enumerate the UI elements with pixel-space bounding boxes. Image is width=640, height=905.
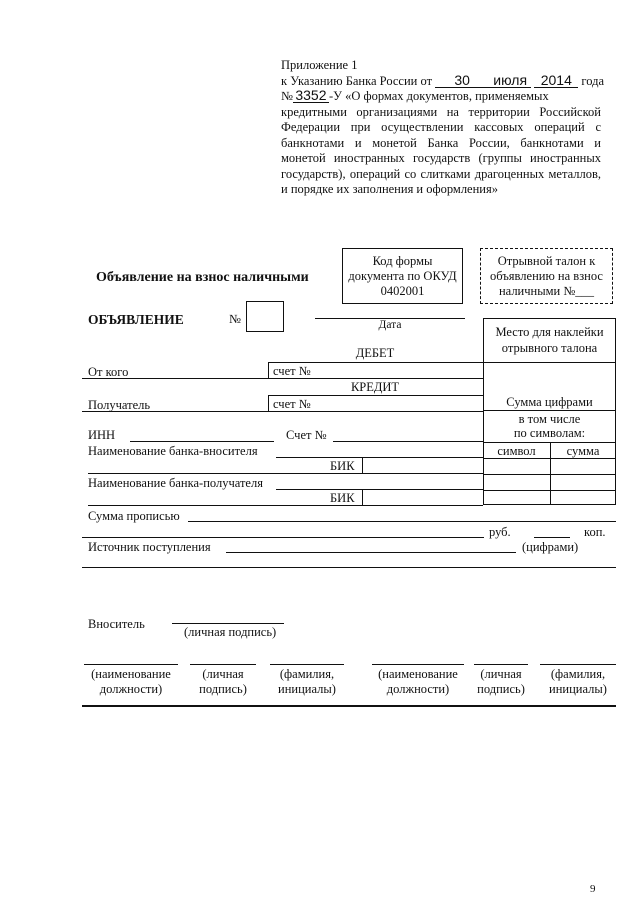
inn-label: ИНН xyxy=(88,428,116,442)
form-title: Объявление на взнос наличными xyxy=(96,270,309,285)
payer-bank-row-line xyxy=(88,473,483,474)
sig-line-6[interactable] xyxy=(540,664,616,665)
kop-label: коп. xyxy=(584,525,606,539)
form-bottom-rule xyxy=(82,705,616,707)
sig-caption-name-1: (фамилия, инициалы) xyxy=(278,667,336,696)
section-divider xyxy=(82,567,616,568)
detachable-stub-box: Отрывной талон к объявлению на взнос наличными №___ xyxy=(480,248,613,304)
sig-line-3[interactable] xyxy=(270,664,344,665)
sig-line-2[interactable] xyxy=(190,664,256,665)
debit-left-border xyxy=(268,362,269,378)
from-label: От кого xyxy=(88,365,129,379)
appendix-doc-number: 3352 xyxy=(293,89,329,103)
including-by-symbols-label: в том числе по символам: xyxy=(513,412,586,440)
source-label: Источник поступления xyxy=(88,540,211,554)
payer-bik-label: БИК xyxy=(330,459,355,473)
inn-account-field[interactable] xyxy=(333,441,483,442)
symbols-col-divider xyxy=(550,442,551,505)
source-field[interactable] xyxy=(226,552,516,553)
payer-bank-field[interactable] xyxy=(276,457,483,458)
inn-field[interactable] xyxy=(130,441,274,442)
stub-divider-2 xyxy=(483,410,616,411)
payer-bik-divider xyxy=(362,458,363,473)
sticker-place-label: Место для наклейки отрывного талона xyxy=(495,325,604,355)
inn-account-label: Счет № xyxy=(286,428,327,442)
appendix-line-2: № 3352 -У «О формах документов, применяемых xyxy=(281,87,549,103)
recipient-bank-row-line xyxy=(88,505,483,506)
debit-account-label: счет № xyxy=(273,364,311,378)
col-amount-header: сумма xyxy=(566,444,600,458)
page-number: 9 xyxy=(590,883,596,895)
recipient-bank-field[interactable] xyxy=(276,489,483,490)
appendix-body: кредитными организациями на территории Российской Федерации при осуществлении кассовых операций с банкнотами и монетой Банка России, банкнотами и монетой иностранных государств (группы иностранных государств), операций со слитками драгоценных металлов, и порядке их заполнения и оформления» xyxy=(281,104,601,196)
sig-caption-position-1: (наименование должности) xyxy=(91,667,171,696)
recipient-bik-label: БИК xyxy=(330,491,355,505)
okud-code-box: Код формы документа по ОКУД 0402001 xyxy=(342,248,463,304)
sig-line-5[interactable] xyxy=(474,664,528,665)
recipient-bik-divider xyxy=(362,490,363,505)
appendix-day: 30 xyxy=(435,74,489,88)
amount-digits-label: Сумма цифрами xyxy=(506,395,593,409)
appendix-title: Приложение 1 xyxy=(281,58,358,72)
digits-note: (цифрами) xyxy=(522,540,579,554)
sig-line-4[interactable] xyxy=(372,664,464,665)
appendix-block xyxy=(281,58,605,198)
sig-caption-position-2: (наименование должности) xyxy=(378,667,458,696)
sig-caption-name-2: (фамилия, инициалы) xyxy=(549,667,607,696)
debit-label: ДЕБЕТ xyxy=(355,346,395,360)
amount-words-label: Сумма прописью xyxy=(88,509,180,523)
number-sign: № xyxy=(229,312,241,326)
credit-label: КРЕДИТ xyxy=(350,380,400,394)
recipient-label: Получатель xyxy=(88,398,151,412)
amount-words-field-2[interactable] xyxy=(82,537,484,538)
credit-top-line xyxy=(268,395,483,396)
debit-top-line xyxy=(268,362,483,363)
credit-left-border xyxy=(268,395,269,411)
sig-line-1[interactable] xyxy=(84,664,178,665)
from-row-line xyxy=(82,378,483,379)
date-label: Дата xyxy=(378,319,402,331)
appendix-line-1: к Указанию Банка России от 30 июля 2014 года xyxy=(281,71,605,88)
payer-bank-label: Наименование банка-вносителя xyxy=(88,444,258,458)
kop-field[interactable] xyxy=(534,537,570,538)
recipient-row-line xyxy=(82,411,483,412)
amount-words-field[interactable] xyxy=(188,521,616,522)
depositor-label: Вноситель xyxy=(88,617,145,631)
sig-caption-signature-2: (личная подпись) xyxy=(477,667,525,696)
credit-account-label: счет № xyxy=(273,397,311,411)
announcement-label: ОБЪЯВЛЕНИЕ xyxy=(88,312,184,327)
sig-caption-signature-1: (личная подпись) xyxy=(199,667,247,696)
stub-divider xyxy=(483,362,616,363)
depositor-signature-field[interactable] xyxy=(172,623,284,624)
announcement-number-field[interactable] xyxy=(246,301,284,332)
recipient-bank-label: Наименование банка-получателя xyxy=(88,476,263,490)
depositor-signature-caption: (личная подпись) xyxy=(184,625,277,639)
appendix-year: 2014 xyxy=(534,74,578,88)
col-symbol-header: символ xyxy=(497,444,536,458)
appendix-month: июля xyxy=(489,74,531,88)
rub-label: руб. xyxy=(489,525,511,539)
